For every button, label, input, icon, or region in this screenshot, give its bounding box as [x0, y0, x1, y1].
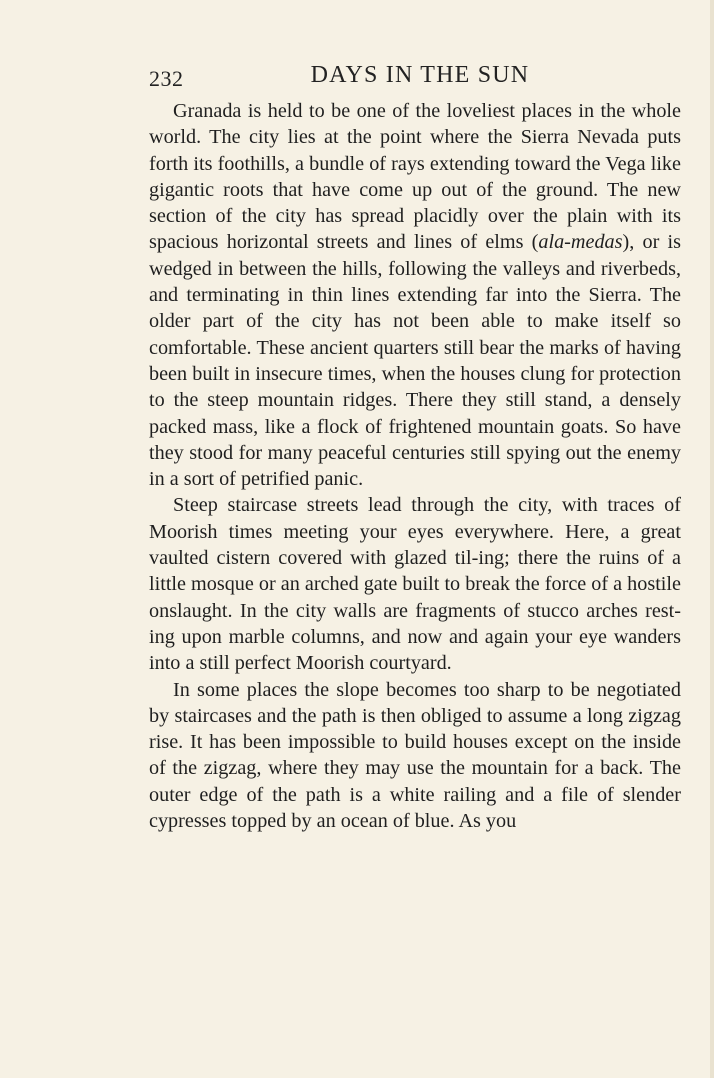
page-number: 232 — [149, 66, 184, 91]
page-edge — [710, 0, 714, 1078]
paragraph-3: In some places the slope becomes too sharp to be negotiated by staircases and the path is then obliged to assume a long zigzag rise. It has been impossible to build houses except on the inside of the zigzag, where they may use the mountain for a back. The outer edge of the path is a white railing and a file of slender cypresses topped by an ocean of blue. As you — [149, 678, 681, 833]
paragraph-1-italic-term: ala-medas — [538, 231, 623, 254]
paragraph-1 — [149, 98, 681, 492]
paragraph-1-text-b: ), or is wedged in between the hills, following the valleys and riverbeds, and terminating in thin lines extending far into the Sierra. The older part of the city has not been able to make itself so comfortable. These ancient quarters still bear the marks of having been built in insecure times, when the houses clung for protection to the steep mountain ridges. There they still stand, a densely packed mass, like a flock of frightened mountain goats. So have they stood for many peaceful centuries still spying out the enemy in a sort of petrified panic. — [149, 231, 681, 491]
paragraph-1-text-a: Granada is held to be one of the loveliest places in the whole world. The city lies at the point where the Sierra Nevada puts forth its foothills, a bundle of rays extending toward the Vega like gigantic roots that have come up out of the ground. The new section of the city has spread placidly over the plain with its spacious horizontal streets and lines of elms ( — [149, 100, 681, 254]
paragraph-2: Steep staircase streets lead through the city, with traces of Moorish times meeting your eyes everywhere. Here, a great vaulted cistern covered with glazed til-ing; there the ruins of a little mosque or an arched gate built to break the force of a hostile onslaught. In the city walls are fragments of stucco arches rest-ing upon marble columns, and now and again your eye wanders into a still perfect Moorish courtyard. — [149, 494, 681, 675]
page-header — [149, 62, 681, 96]
body-text — [149, 98, 681, 834]
running-title: DAYS IN THE SUN — [310, 62, 530, 88]
